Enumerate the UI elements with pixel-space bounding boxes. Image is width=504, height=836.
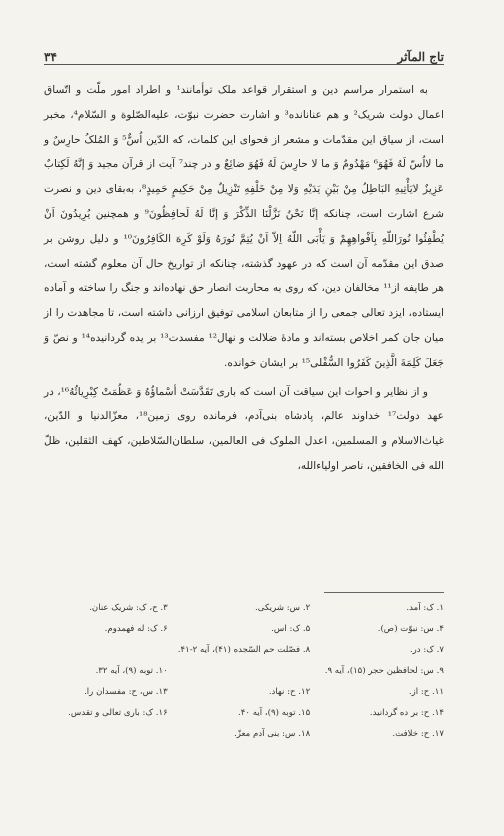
footnote: ۶. ک: له فهمدوم. (104, 624, 168, 634)
footnote: ۱۴. ح: بر ده گردانید. (369, 708, 444, 718)
main-text (44, 78, 444, 479)
paragraph-2: و از نظایر و احوات این سیاقت آن است که باری تَقَدَّسَتْ أسْماؤُهُ وَ عَظُمَتْ کِبْرِیائُهُ¹⁶، در عهد دولت¹⁷ خداوند عالم، پادشاه بنی‌آدم، فرمانده روی زمین¹⁸، معزّالدنیا و الدّین، غیاث‌الاسلام و المسلمین، اعدل الملوک فی العالمین، سلطان‌السّلاطین، کهف الثقلین، ظلّ الله فی الخافقین، ناصر اولیاءالله، (44, 385, 444, 472)
footnote: ۱۰. توبه (۹)، آیه ۳۲. (95, 666, 168, 676)
header-rule (44, 64, 444, 65)
footnote: ۱. ک: آمد. (406, 603, 444, 613)
footnote: ۸. فصّلت حم السّجده (۴۱)، آیه ۲-۴۱. (177, 645, 311, 655)
footnote (44, 726, 168, 743)
footnote: ۱۸. س: بنی آدم معزّ. (234, 729, 311, 739)
footnote: ۵. ک: اس. (271, 624, 311, 634)
running-title: تاج المآثر (397, 50, 444, 64)
footnote: ۱۷. ح: خلافت. (392, 729, 444, 739)
running-header (44, 40, 444, 64)
page-number: ۳۴ (44, 50, 57, 64)
footnote-rule (324, 592, 444, 593)
footnote: ۱۶. ک: باری تعالی و تقدس. (68, 708, 168, 718)
footnote: ۳. ح، ک: شریک عنان. (89, 603, 168, 613)
footnote: ۷. ک: در. (409, 645, 444, 655)
footnote: ۴. س: نبوّت (ص). (377, 624, 444, 634)
footnote: ۱۱. ح: از. (408, 687, 444, 697)
footnote: ۱۳. س، ح: مفسدان را. (84, 687, 168, 697)
footnotes (44, 600, 444, 743)
footnote: ۱۲. ح: نهاد. (268, 687, 311, 697)
footnote: ۹. س: لحافظین حجر (۱۵)، آیه ۹. (324, 666, 444, 676)
footnote (44, 642, 168, 659)
footnote (178, 663, 310, 680)
footnote: ۱۵. توبه (۹)، آیه ۴۰. (238, 708, 311, 718)
footnote: ۲. س: شریکی. (255, 603, 311, 613)
paragraph-1: به استمرار مراسم دین و استقرار قواعد ملک توأمانند¹ و اطراد امور ملّت و اتّساق اعمال دولت شریک² و هم عنانانده³ و اشارت حضرت نبوّت، علیه‌الصّلوة و السّلام⁴، مخبر است، از سیاق این مقدّمات و مشعر از فحوای این کلمات، که الدّین اُسٌّ⁵ وَ المُلکُ حارِسٌ و ما لااُسّ لَهُ فَهُوَ⁶ مَهْدُومٌ وَ ما لا حارِسَ لَهُ فَهُوَ ضائِعٌ و در چند⁷ آیت از قرآن مجید وَ إنَّهُ لَکِتابٌ عَزِیزٌ لایَأْتِیهِ البَاطِلُ مِنْ بَیْنِ یَدَیْهِ وَلا مِنْ خَلْفِهِ تَنْزِیلٌ مِنْ حَکِیمٍ حَمِیدٍ⁸، به‌بقای دین و نصرت شرع اشارت است، چنانکه إنَّا نَحْنُ نَزَّلْنَا الذِّکْرَ وَ إنَّا لَهُ لَحافِظُونَ⁹ و همچنین یُرِیدُونَ اَنْ یُطْفِئُوا نُورَاللّهِ بِاَفْواهِهِمْ وَ یَأْبَی اللّهُ اِلاّ اَنْ یُتِمَّ نُورَهُ وَلَوْ کَرِهَ الکَافِرُونَ¹⁰ و دلیل روشن بر صدق این مقدّمه آن است که در عهود گذشته، چنانکه از تواریخ حال آن معلوم گشته است، هر طایفه از¹¹ مخالفان دین، که روی به محاربت انصار حق نهاده‌اند و جنگ را ساخته و آماده ایستاده، ایزد تعالی جمعی را از متابعان اسلامی توفیق ارزانی داشته است، تا مجاهدت را از میان جان کمر اخلاص بسته‌اند و مادهٔ ضلالت و نهال¹² مفسدت¹³ بر یده گردانیده¹⁴ و نصّ وَ جَعَلَ کَلِمَةَ الَّذِینَ کَفَرُوا السُّفْلی¹⁵ بر ایشان خوانده. (44, 84, 445, 369)
